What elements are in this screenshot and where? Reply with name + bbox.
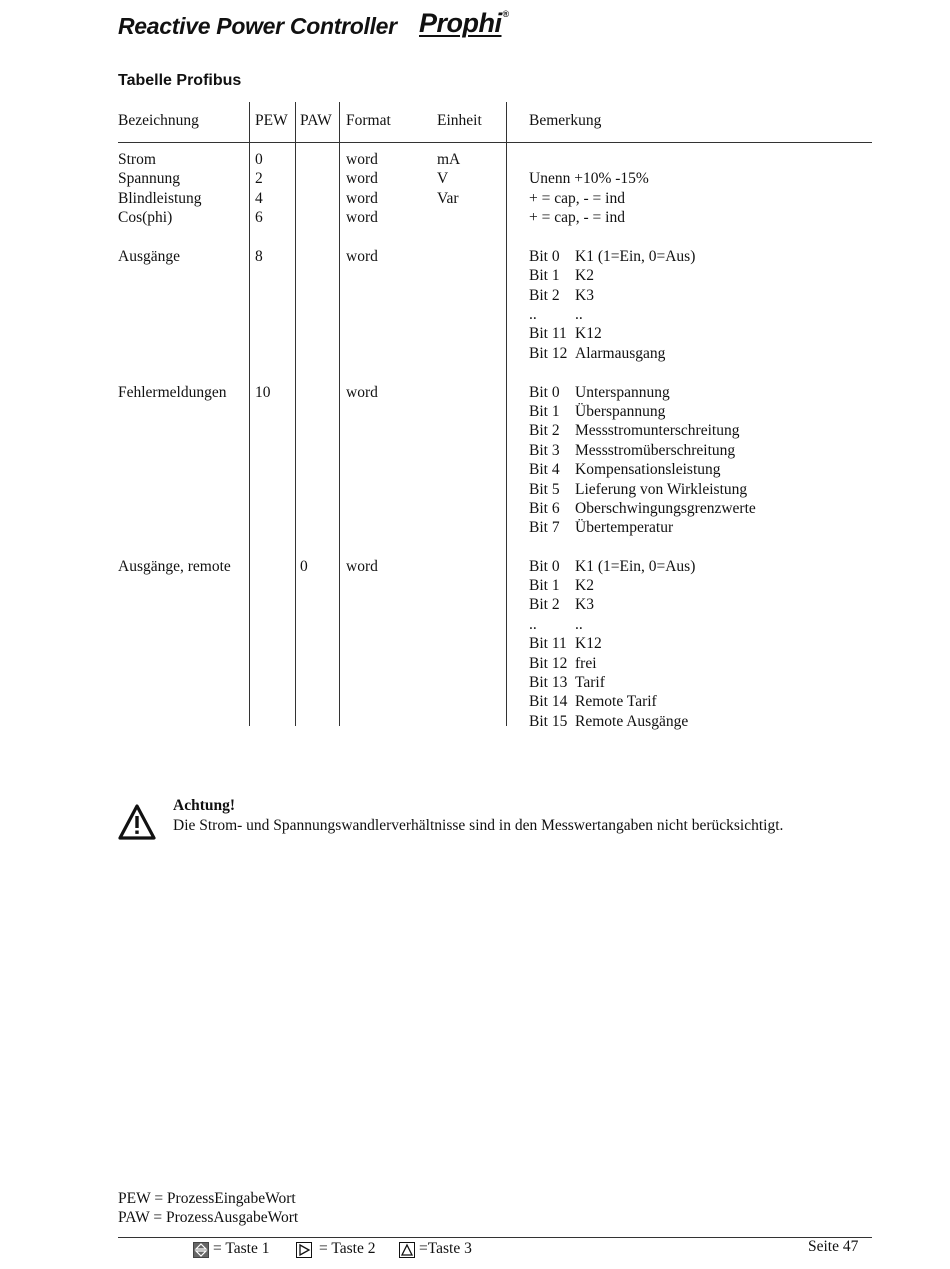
updown-key-icon (193, 1242, 209, 1258)
row-name: Strom (118, 151, 156, 168)
bit-key: Bit 12 (529, 344, 568, 362)
footer-rule (118, 1237, 872, 1238)
row-format: word (346, 170, 378, 188)
row-paw: 0 (300, 557, 308, 575)
row-name: Fehlermeldungen (118, 383, 227, 401)
bit-key: Bit 1 (529, 402, 560, 420)
warning-triangle-icon (118, 804, 156, 840)
row-format: word (346, 557, 378, 575)
warning-text: Die Strom- und Spannungswandlerverhältnisse sind in den Messwertangaben nicht berücksichtigt. (173, 817, 784, 834)
row-format: word (346, 189, 378, 207)
bit-key: Bit 7 (529, 519, 560, 537)
bit-value: Tarif (575, 673, 605, 691)
column-divider (339, 102, 340, 726)
bit-value: K12 (575, 635, 602, 653)
bit-key: Bit 13 (529, 673, 568, 691)
brand-logo (419, 8, 508, 39)
row-name: Ausgänge, remote (118, 557, 231, 575)
bit-value: Remote Tarif (575, 693, 657, 711)
bit-key: Bit 6 (529, 499, 560, 517)
bit-value: Messstromunterschreitung (575, 422, 740, 440)
bit-key: Bit 14 (529, 693, 568, 711)
bit-key: Bit 3 (529, 441, 560, 459)
bit-key: Bit 0 (529, 557, 560, 575)
row-unit: V (437, 170, 449, 188)
bit-value: frei (575, 654, 597, 672)
bit-key: Bit 2 (529, 286, 560, 304)
bit-value: Alarmausgang (575, 344, 666, 362)
row-name: Spannung (118, 170, 180, 188)
bit-value: .. (575, 305, 583, 323)
bit-key: Bit 2 (529, 422, 560, 440)
bit-key: Bit 0 (529, 383, 560, 401)
row-format: word (346, 247, 378, 265)
header-pew: PEW (255, 112, 288, 129)
key-label: = Taste 1 (213, 1240, 270, 1257)
column-divider (249, 102, 250, 726)
row-pew: 4 (255, 189, 263, 207)
bit-value: Unterspannung (575, 383, 670, 401)
bit-value: K2 (575, 267, 594, 285)
document-title: Reactive Power Controller (118, 13, 397, 39)
bit-value: Oberschwingungsgrenzwerte (575, 499, 756, 517)
bit-value: Lieferung von Wirkleistung (575, 480, 748, 498)
header-rule (118, 142, 872, 143)
bit-value: K1 (1=Ein, 0=Aus) (575, 557, 696, 575)
bit-value: K1 (1=Ein, 0=Aus) (575, 247, 696, 265)
row-pew: 0 (255, 151, 263, 168)
registered-mark: ® (502, 9, 509, 19)
bit-key: Bit 5 (529, 480, 560, 498)
bit-value: Kompensationsleistung (575, 461, 721, 479)
bit-value: K3 (575, 286, 594, 304)
bit-key: Bit 4 (529, 461, 560, 479)
bit-value: K3 (575, 596, 594, 614)
row-name: Ausgänge (118, 247, 180, 265)
bit-key: Bit 15 (529, 712, 568, 730)
warning-title: Achtung! (173, 797, 236, 814)
bit-value: Remote Ausgänge (575, 712, 689, 730)
row-format: word (346, 209, 378, 227)
right-triangle-key-icon (296, 1242, 312, 1258)
bit-key: Bit 0 (529, 247, 560, 265)
row-note: + = cap, - = ind (529, 189, 625, 207)
logo-text: Prophi (419, 8, 502, 38)
bit-key: Bit 1 (529, 576, 560, 594)
bit-value: Übertemperatur (575, 519, 674, 537)
bit-value: Überspannung (575, 402, 666, 420)
bit-key: .. (529, 305, 537, 323)
row-name: Cos(phi) (118, 209, 173, 227)
row-unit: mA (437, 151, 461, 168)
page-number: Seite 47 (808, 1238, 859, 1255)
row-pew: 8 (255, 247, 263, 265)
row-unit: Var (437, 189, 459, 207)
row-pew: 2 (255, 170, 263, 188)
up-triangle-key-icon (399, 1242, 415, 1258)
column-divider (295, 102, 296, 726)
bit-key: Bit 11 (529, 325, 567, 343)
bit-value: .. (575, 615, 583, 633)
legend-paw: PAW = ProzessAusgabeWort (118, 1209, 299, 1226)
row-format: word (346, 151, 378, 168)
key-label: = Taste 2 (319, 1240, 376, 1257)
row-format: word (346, 383, 378, 401)
row-name: Blindleistung (118, 189, 202, 207)
row-note: + = cap, - = ind (529, 209, 625, 227)
section-title: Tabelle Profibus (118, 72, 242, 89)
bit-key: Bit 12 (529, 654, 568, 672)
row-note: Unenn +10% -15% (529, 170, 649, 188)
legend-pew: PEW = ProzessEingabeWort (118, 1190, 296, 1207)
row-pew: 10 (255, 383, 271, 401)
column-divider (506, 102, 507, 726)
bit-key: Bit 1 (529, 267, 560, 285)
header-bemerkung: Bemerkung (529, 112, 602, 129)
bit-key: .. (529, 615, 537, 633)
header-paw: PAW (300, 112, 332, 129)
bit-key: Bit 2 (529, 596, 560, 614)
bit-key: Bit 11 (529, 635, 567, 653)
row-pew: 6 (255, 209, 263, 227)
header-einheit: Einheit (437, 112, 482, 129)
bit-value: K12 (575, 325, 602, 343)
bit-value: Messstromüberschreitung (575, 441, 736, 459)
key-label: =Taste 3 (419, 1240, 472, 1257)
header-format: Format (346, 112, 391, 129)
bit-value: K2 (575, 576, 594, 594)
header-bezeichnung: Bezeichnung (118, 112, 199, 129)
